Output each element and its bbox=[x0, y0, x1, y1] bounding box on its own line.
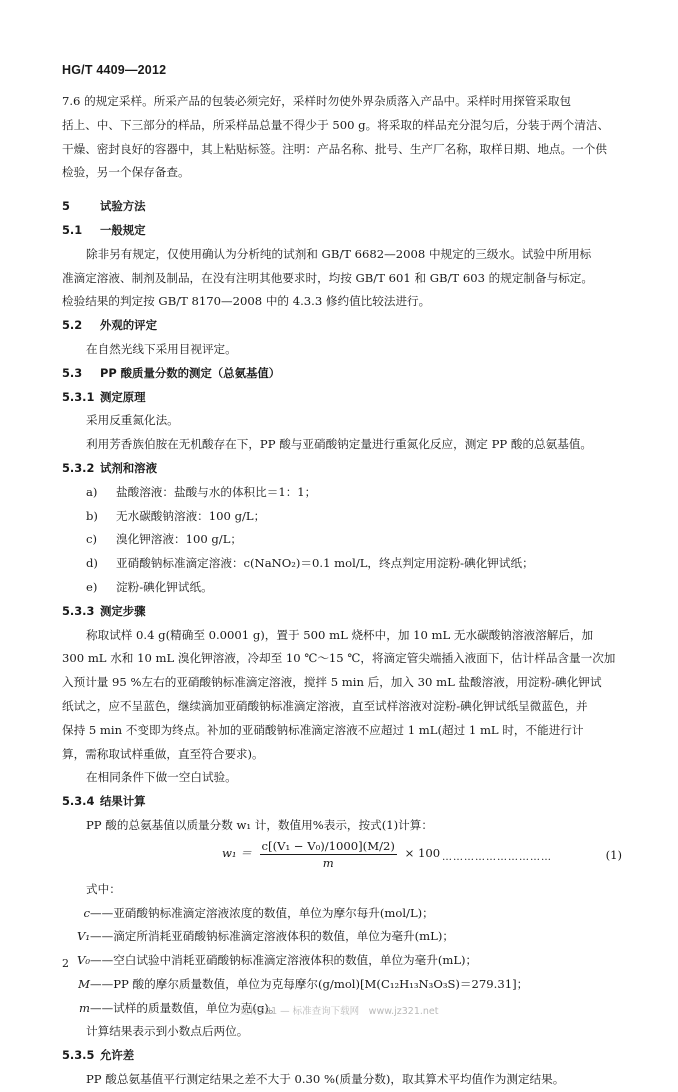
section-5-3-1-heading bbox=[62, 386, 622, 410]
section-5-3-5-heading bbox=[62, 1044, 622, 1068]
reagents-list bbox=[62, 481, 622, 600]
variable-description: ——亚硝酸钠标准滴定溶液浓度的数值，单位为摩尔每升(mol/L)； bbox=[90, 905, 434, 920]
variable-definition bbox=[62, 973, 622, 997]
item-label: e) bbox=[86, 579, 98, 594]
list-item bbox=[62, 481, 622, 505]
where-label: 式中： bbox=[86, 881, 121, 896]
section-number: 5.3.3 bbox=[62, 603, 95, 618]
variable-definition bbox=[62, 949, 622, 973]
list-item bbox=[62, 552, 622, 576]
section-number: 5.2 bbox=[62, 318, 83, 333]
section-title: 外观的评定 bbox=[100, 318, 157, 333]
item-label: a) bbox=[86, 484, 98, 499]
variable-symbol: M bbox=[78, 976, 90, 991]
item-text: 溴化钾溶液：100 g/L； bbox=[116, 532, 242, 547]
item-text: 淀粉-碘化钾试纸。 bbox=[116, 579, 213, 594]
section-title: PP 酸质量分数的测定（总氨基值） bbox=[100, 365, 281, 380]
tolerance-paragraph: PP 酸总氨基值平行测定结果之差不大于 0.30 %(质量分数)，取其算术平均值作为测定结果。 bbox=[86, 1072, 565, 1087]
calculation-intro: PP 酸的总氨基值以质量分数 w₁ 计，数值用%表示，按式(1)计算： bbox=[86, 817, 433, 832]
section-5-1-heading bbox=[62, 219, 622, 243]
item-text: 盐酸溶液：盐酸与水的体积比＝1：1； bbox=[116, 484, 317, 499]
section-title: 试剂和溶液 bbox=[100, 460, 157, 475]
text-line: 称取试样 0.4 g(精确至 0.0001 g)，置于 500 mL 烧杯中，加 10 mL 无水碳酸钠溶液溶解后，加 bbox=[86, 627, 594, 642]
page-number: 2 bbox=[62, 957, 69, 970]
text-line: 纸试之，应不呈蓝色，继续滴加亚硝酸钠标准滴定溶液，直至试样溶液对淀粉-碘化钾试纸呈微蓝色，并 bbox=[62, 698, 588, 713]
sampling-paragraph bbox=[62, 90, 622, 185]
text-line: 准滴定溶液、制剂及制品，在没有注明其他要求时，均按 GB/T 601 和 GB/T 603 的规定制备与标定。 bbox=[62, 270, 593, 285]
text-line: 算，需称取试样重做，直至符合要求)。 bbox=[62, 746, 264, 761]
formula-1 bbox=[62, 838, 622, 878]
variable-symbol: V₁ bbox=[76, 929, 90, 944]
item-text: 无水碳酸钠溶液：100 g/L； bbox=[116, 508, 266, 523]
formula-lhs: w₁ ＝ bbox=[222, 846, 252, 861]
list-item bbox=[62, 528, 622, 552]
section-title: 试验方法 bbox=[100, 199, 146, 214]
section-title: 测定步骤 bbox=[100, 603, 146, 618]
principle-line-2: 利用芳香族伯胺在无机酸存在下，PP 酸与亚硝酸钠定量进行重氮化反应，测定 PP 酸的总氨基值。 bbox=[86, 437, 593, 452]
text-line: 除非另有规定，仅使用确认为分析纯的试剂和 GB/T 6682—2008 中规定的三级水。试验中所用标 bbox=[86, 246, 592, 261]
section-number: 5.1 bbox=[62, 222, 83, 237]
formula-multiplier: × 100 bbox=[404, 846, 441, 861]
text-line: 300 mL 水和 10 mL 溴化钾溶液，冷却至 10 ℃～15 ℃，将滴定管尖端插入液面下，估计样品含量一次加 bbox=[62, 651, 616, 666]
item-label: c) bbox=[86, 532, 98, 547]
section-title: 结果计算 bbox=[100, 794, 146, 809]
site-watermark: 建标321 — 标准查询下载网 www.jz321.net bbox=[240, 1006, 439, 1017]
text-line: 干燥、密封良好的容器中，其上粘贴标签。注明：产品名称、批号、生产厂名称，取样日期、地点。一个供 bbox=[62, 141, 607, 156]
blank-test-line: 在相同条件下做一空白试验。 bbox=[86, 770, 237, 785]
variable-description: ——试样的质量数值，单位为克(g)。 bbox=[90, 1000, 281, 1015]
formula-denominator: m bbox=[322, 855, 334, 870]
variable-symbol: m bbox=[79, 1000, 90, 1015]
section-number: 5.3.1 bbox=[62, 389, 95, 404]
variable-symbol: c bbox=[83, 905, 90, 920]
appearance-paragraph: 在自然光线下采用目视评定。 bbox=[86, 341, 237, 356]
section-number: 5 bbox=[62, 199, 70, 214]
text-line: 入预计量 95 %左右的亚硝酸钠标准滴定溶液，搅拌 5 min 后，加入 30 mL 盐酸溶液，用淀粉-碘化钾试 bbox=[62, 675, 602, 690]
equation-number: (1) bbox=[605, 847, 622, 862]
section-number: 5.3.4 bbox=[62, 794, 95, 809]
section-number: 5.3.2 bbox=[62, 460, 95, 475]
formula-expression bbox=[222, 838, 440, 871]
section-5-3-heading bbox=[62, 362, 622, 386]
section-5-2-heading bbox=[62, 314, 622, 338]
item-text: 亚硝酸钠标准滴定溶液：c(NaNO₂)＝0.1 mol/L，终点判定用淀粉-碘化钾试纸； bbox=[116, 556, 534, 571]
standard-id-header: HG/T 4409—2012 bbox=[62, 63, 167, 77]
section-title: 允许差 bbox=[100, 1048, 135, 1063]
list-item bbox=[62, 505, 622, 529]
text-line: 保持 5 min 不变即为终点。补加的亚硝酸钠标准滴定溶液不应超过 1 mL(超过 1 mL 时，不能进行计 bbox=[62, 722, 584, 737]
list-item bbox=[62, 576, 622, 600]
variable-symbol: V₀ bbox=[76, 953, 90, 968]
variable-definition bbox=[62, 902, 622, 926]
variable-description: ——PP 酸的摩尔质量数值，单位为克每摩尔(g/mol)[M(C₁₂H₁₃N₃O₃S)＝279.31]； bbox=[90, 976, 529, 991]
section-5-3-3-heading bbox=[62, 600, 622, 624]
item-label: b) bbox=[86, 508, 98, 523]
section-number: 5.3.5 bbox=[62, 1048, 95, 1063]
page-content bbox=[62, 90, 622, 1092]
general-rules-paragraph bbox=[62, 243, 622, 314]
variable-description: ——滴定所消耗亚硝酸钠标准滴定溶液体积的数值，单位为毫升(mL)； bbox=[90, 929, 454, 944]
section-5-3-4-heading bbox=[62, 790, 622, 814]
section-5-3-2-heading bbox=[62, 457, 622, 481]
principle-line-1: 采用反重氮化法。 bbox=[86, 413, 179, 428]
variable-description: ——空白试验中消耗亚硝酸钠标准滴定溶液体积的数值，单位为毫升(mL)； bbox=[90, 953, 478, 968]
section-title: 一般规定 bbox=[100, 222, 146, 237]
procedure-paragraph bbox=[62, 624, 622, 767]
formula-fraction bbox=[260, 838, 397, 871]
item-label: d) bbox=[86, 556, 98, 571]
formula-numerator: c[(V₁ − V₀)/1000](M/2) bbox=[261, 838, 395, 853]
section-title: 测定原理 bbox=[100, 389, 146, 404]
section-5-heading bbox=[62, 195, 622, 219]
text-line: 检验，另一个保存备查。 bbox=[62, 165, 190, 180]
variable-definition bbox=[62, 925, 622, 949]
text-line: 括上、中、下三部分的样品，所采样品总量不得少于 500 g。将采取的样品充分混匀后，分装于两个清洁、 bbox=[62, 117, 610, 132]
text-line: 7.6 的规定采样。所采产品的包装必须完好，采样时勿使外界杂质落入产品中。采样时用探管采取包 bbox=[62, 94, 572, 108]
formula-leader-dots: ………………………… bbox=[442, 851, 552, 863]
text-line: 检验结果的判定按 GB/T 8170—2008 中的 4.3.3 修约值比较法进行。 bbox=[62, 294, 431, 309]
section-number: 5.3 bbox=[62, 365, 83, 380]
rounding-line: 计算结果表示到小数点后两位。 bbox=[86, 1024, 249, 1039]
